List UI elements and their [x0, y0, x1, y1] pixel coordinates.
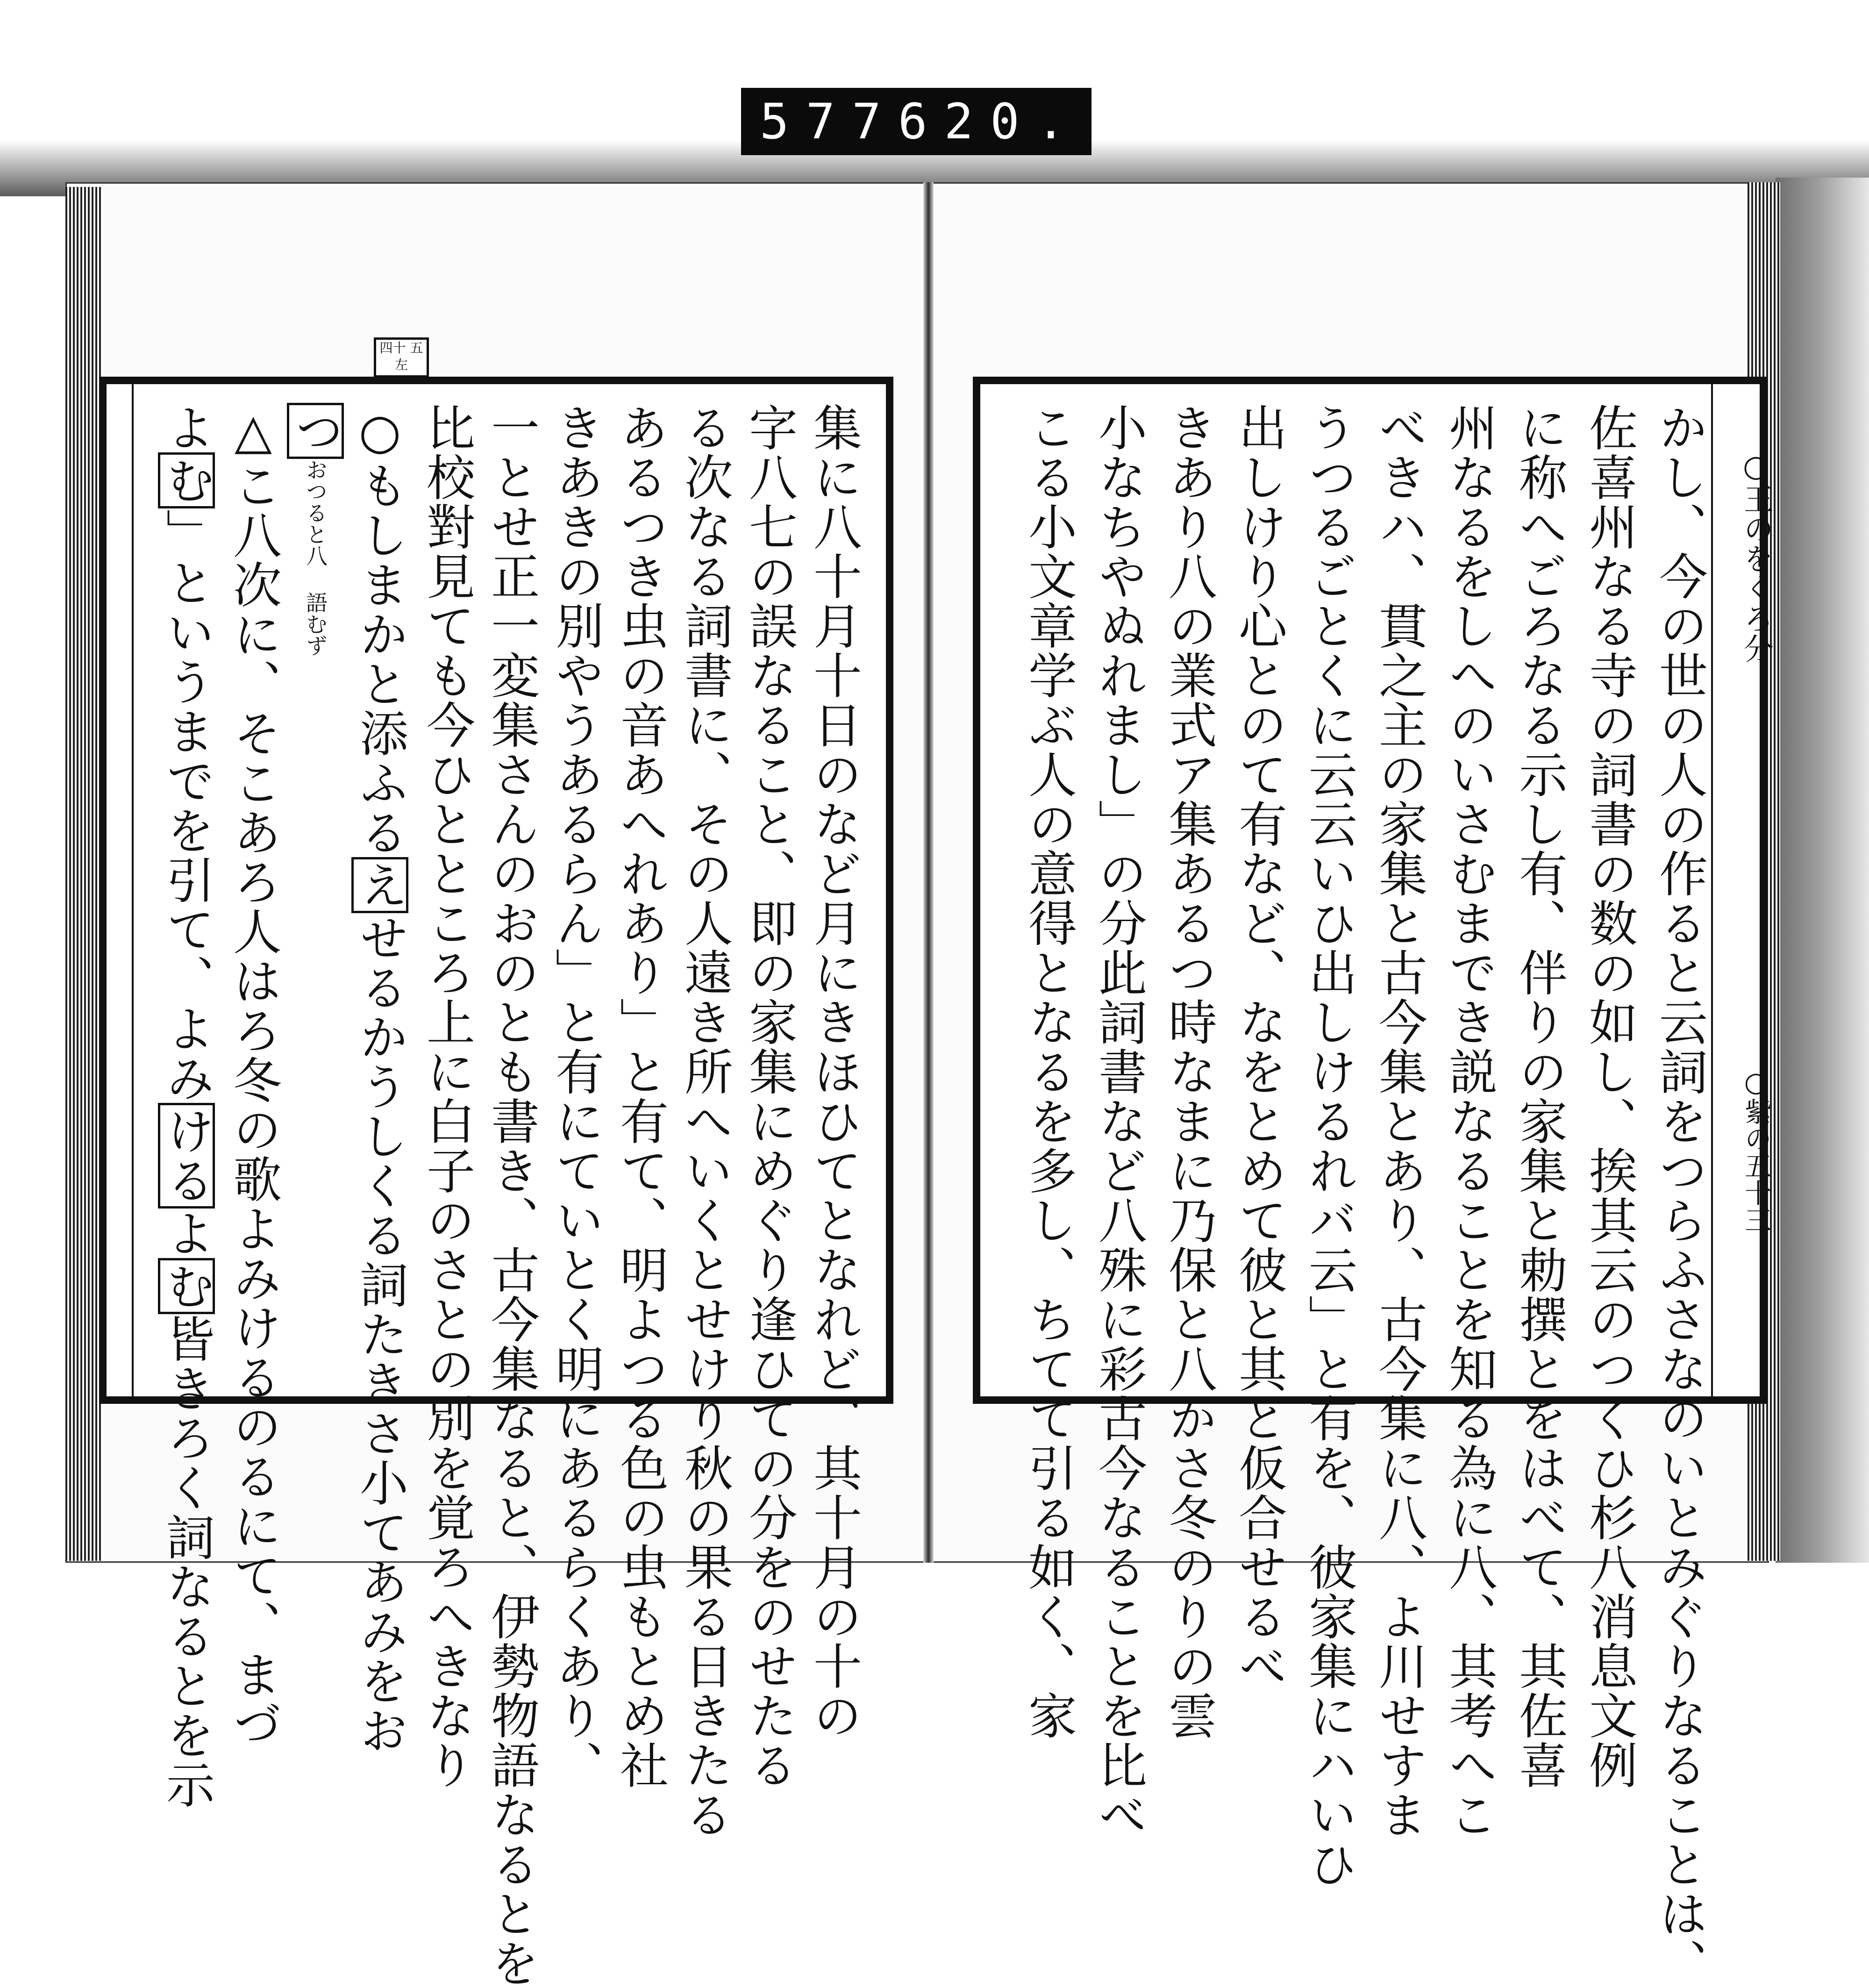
text-column [283, 403, 344, 1389]
inline-annotation: おつると八 語むず [303, 459, 328, 656]
scan-number-left: 577 [760, 93, 898, 150]
text-column: △こ八次に、そこあろ人はろ冬の歌よみけるのるにて、まづ [225, 403, 282, 1749]
column-segment: ○もしまかと添ふる [351, 403, 408, 857]
column-segment: よ [158, 1209, 215, 1258]
right-frame-inner-rule [1711, 384, 1713, 1396]
scan-number-label [741, 88, 1091, 155]
boxed-marker: つ [287, 403, 344, 459]
text-column [154, 403, 215, 1809]
page-tab-marker: 四十 五 左 [374, 337, 429, 378]
scan-shadow-right [1776, 178, 1869, 1563]
left-text-frame [99, 377, 893, 1988]
column-segment: よ [158, 403, 215, 452]
text-column: きあきの別やうあるらん」と有にていとく明にあるらくあり、 [547, 403, 604, 1790]
page-number-footer: ○紫の五十三 [1740, 1066, 1772, 1233]
book-gutter [923, 182, 934, 1563]
boxed-marker: む [158, 1258, 215, 1314]
left-page-edges [65, 187, 103, 1561]
running-header: ○玉のをくろ分 [1739, 449, 1773, 663]
text-column: 一とせ正一変集さんのおのとも書き、古今集なると、伊勢物語なるとを [483, 403, 540, 1988]
text-column: 佐喜州なる寺の詞書の数の如し、挨其云のつくひ杉八消息文例 [1581, 403, 1638, 1790]
column-segment: 皆きろく詞なるとを示 [158, 1314, 215, 1809]
text-column: あるつき虫の音あへれあり」と有て、明よつる色の虫もとめ社 [612, 403, 669, 1790]
text-column: 字八七の誤なること、即の家集にめぐり逢ひての分をのせたる [741, 403, 798, 1790]
boxed-marker: ける [158, 1103, 215, 1209]
text-column: 比校對見ても今ひとところ上に白子のさとの別を覚ろへきなり [418, 403, 475, 1790]
right-text-frame [973, 377, 1767, 1988]
text-column: 小なちやぬれまし」の分此詞書など八殊に彩古今なることを比べ [1090, 403, 1147, 1839]
boxed-marker: む [158, 452, 215, 508]
text-column: に称へごろなる示し有、伴りの家集と勅撰とをはべて、其佐喜 [1511, 403, 1568, 1790]
text-column: こる小文章学ぶ人の意得となるを多し、ちてて引る如く、家 [1020, 403, 1077, 1740]
text-column: きあり八の業式ア集あるつ時なまに乃保と八かさ冬のりの雲 [1160, 403, 1217, 1740]
column-segment: 」というまでを引て、よみ [158, 508, 215, 1103]
boxed-marker: え [351, 857, 408, 913]
text-column: べきハ、貫之主の家集と古今集とあり、古今集に八、よ川せすま [1370, 403, 1427, 1839]
text-column: かし、今の世の人の作ると云詞をつらふさなのいとみぐりなることは、 [1651, 403, 1708, 1988]
scan-number-right: 620. [898, 93, 1083, 150]
left-frame-inner-rule [132, 384, 134, 1396]
text-column: る次なる詞書に、その人遠き所へいくとせけり秋の果る日きたる [676, 403, 733, 1839]
text-column: 集に八十月十日のなど月にきほひてとなれど、其十月の十の [805, 403, 862, 1740]
text-column: うつるごとくに云云いひ出しけるれバ云」と有を、彼家集にハいひ [1300, 403, 1357, 1889]
text-column [348, 403, 408, 1755]
column-segment: せるかうしくる詞たきさ小てあみをお [351, 913, 408, 1755]
text-column: 出しけり心とのて有など、なをとめて彼と其と仮合せるべ [1230, 403, 1287, 1691]
text-column: 州なるをしへのいさむまでき説なることを知る為に八、其考へこ [1441, 403, 1498, 1839]
